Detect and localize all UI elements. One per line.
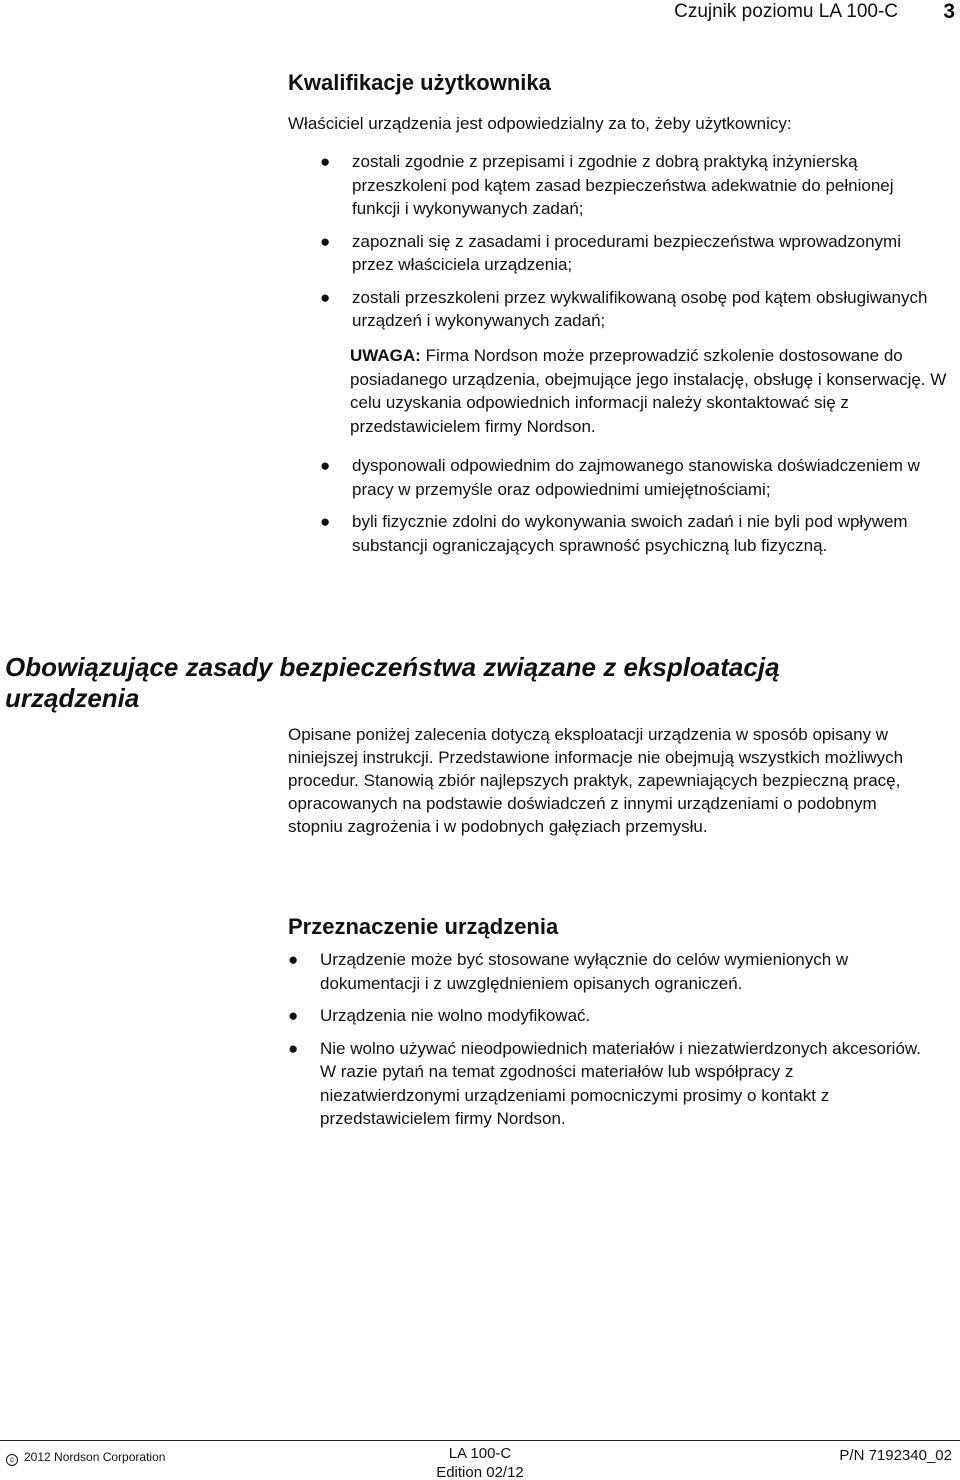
footer-model-edition [0,1444,960,1480]
note-block [350,344,960,438]
note-label: UWAGA: [350,346,421,365]
bullet-icon: ● [288,1038,299,1058]
header-title: Czujnik poziomu LA 100-C [674,1,898,22]
list-item: ● Nie wolno używać nieodpowiednich materiałów i niezatwierdzonych akcesoriów. W razie pytań na temat zgodności materiałów lub współpracy z niezatwierdzonymi urządzeniami pomocniczymi prosimy o kontakt z przedstawicielem firmy Nordson. [288,1038,921,1128]
bullet-icon: ● [288,950,299,969]
page-footer [0,1440,960,1480]
bullet-icon: ● [320,231,331,251]
list-item: ● zostali zgodnie z przepisami i zgodnie z dobrą praktyką inżynierską przeszkoleni pod kątem zasad bezpieczeństwa adekwatnie do pełnionej funkcji i wykonywanych zadań; [320,152,894,218]
list-item: ● Urządzenie może być stosowane wyłącznie do celów wymienionych w dokumentacji i z uwzględnieniem opisanych ograniczeń. [288,950,849,993]
footer-part-number: P/N 7192340_02 [839,1447,952,1464]
section-heading-user-qualifications: Kwalifikacje użytkownika [288,70,551,95]
bullet-icon: ● [320,512,331,531]
running-header [0,0,960,25]
note-text: Firma Nordson może przeprowadzić szkolenie dostosowane do posiadanego urządzenia, obejmujące jego instalację, obsługę i konserwację. W celu uzyskania odpowiednich informacji należy skontaktować się z przedstawicielem firmy Nordson. [350,346,947,436]
page-number: 3 [943,0,955,23]
footer-copyright: c 2012 Nordson Corporation [6,1450,165,1466]
safety-paragraph: Opisane poniżej zalecenia dotyczą eksploatacji urządzenia w sposób opisany w niniejszej instrukcji. Przedstawione informacje nie obejmują wszystkich możliwych procedur. Stanowią zbiór najlepszych praktyk, zapewniających bezpieczną pracę, opracowanych na podstawie doświadczeń z innymi urządzeniami o podobnym stopniu zagrożenia i w podobnych gałęziach przemysłu. [288,725,904,836]
list-item: ● dysponowali odpowiednim do zajmowanego stanowiska doświadczeniem w pracy w przemyśle oraz odpowiednimi umiejętnościami; [320,456,920,499]
qualifications-list-b [320,454,922,557]
list-item: ● zapoznali się z zasadami i procedurami bezpieczeństwa wprowadzonymi przez właściciela urządzenia; [320,231,901,274]
section-heading-intended-use: Przeznaczenie urządzenia [288,914,559,939]
footer-model: LA 100-C [448,1445,512,1462]
intro-paragraph: Właściciel urządzenia jest odpowiedzialny za to, żeby użytkownicy: [288,114,792,133]
footer-divider [0,1440,960,1441]
list-item: ● Urządzenia nie wolno modyfikować. [320,1004,935,1028]
qualifications-list-a [320,150,932,333]
bullet-icon: ● [288,1006,299,1025]
list-item: ● byli fizycznie zdolni do wykonywania swoich zadań i nie byli pod wpływem substancji ograniczających sprawność psychiczną lub fizyczną. [320,512,908,555]
intended-use-list [288,948,935,1131]
list-item: ● zostali przeszkoleni przez wykwalifikowaną osobę pod kątem obsługiwanych urządzeń i wykonywanych zadań; [320,287,928,330]
footer-edition: Edition 02/12 [436,1464,524,1480]
bullet-icon: ● [320,152,331,171]
section-heading-safety-rules: Obowiązujące zasady bezpieczeństwa związane z eksploatacją urządzenia [5,652,780,713]
copyright-icon: c [6,1454,18,1466]
bullet-icon: ● [320,287,331,307]
bullet-icon: ● [320,456,331,475]
